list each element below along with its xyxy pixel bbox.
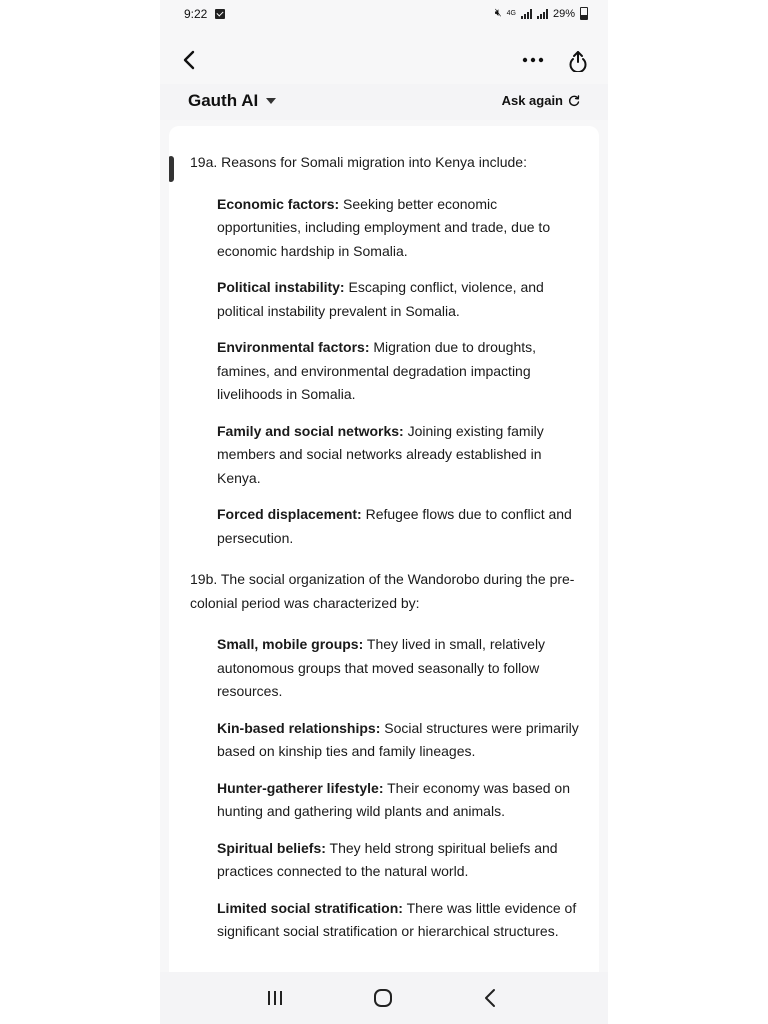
signal-icon (521, 9, 532, 19)
status-bar (160, 0, 608, 30)
battery-icon (580, 7, 588, 20)
list-item (217, 276, 585, 323)
home-icon[interactable] (373, 988, 393, 1008)
point-term: Small, mobile groups: (217, 636, 364, 652)
chevron-left-icon[interactable] (483, 988, 497, 1008)
point-text: Seeking better economic opportunities, including employment and trade, due to economic hardship in Somalia. (217, 195, 551, 259)
caret-down-icon[interactable] (266, 98, 276, 104)
point-term: Hunter-gatherer lifestyle: (217, 779, 384, 796)
list-item (217, 420, 585, 491)
answer-header (160, 84, 608, 120)
signal-icon-2 (537, 9, 548, 19)
model-selector[interactable]: Gauth AI (188, 91, 259, 110)
list-item (217, 193, 585, 264)
point-term: Kin-based relationships: (217, 719, 381, 736)
system-navigation-bar (160, 972, 608, 1024)
point-text: Their economy was based on hunting and gathering wild plants and animals. (217, 779, 570, 819)
point-term: Limited social stratification: (217, 899, 403, 916)
point-text: There was little evidence of significant social stratification or hierarchical structures. (217, 899, 577, 939)
list-item (217, 837, 585, 884)
scroll-marker (169, 156, 174, 182)
list-item (217, 777, 585, 824)
refresh-icon (568, 95, 580, 107)
point-text: Social structures were primarily based on kinship ties and family lineages. (217, 719, 579, 759)
status-indicators (495, 7, 588, 20)
list-item (217, 897, 585, 944)
point-term: Forced displacement: (217, 506, 362, 522)
list-item (217, 717, 585, 764)
notification-check-icon (215, 9, 225, 19)
point-term: Political instability: (217, 279, 345, 295)
more-horizontal-icon[interactable] (520, 50, 546, 70)
point-text: Escaping conflict, violence, and political instability prevalent in Somalia. (217, 279, 544, 319)
point-text: They lived in small, relatively autonomous groups that moved seasonally to follow resources. (217, 636, 546, 699)
point-text: They held strong spiritual beliefs and practices connected to the natural world. (217, 839, 558, 879)
point-term: Family and social networks: (217, 422, 404, 439)
point-term: Economic factors: (217, 195, 340, 212)
recents-icon[interactable] (265, 989, 285, 1007)
answer-card (169, 126, 599, 972)
question-19a: 19a. Reasons for Somali migration into Kenya include: (190, 154, 527, 170)
battery-level: 29% (552, 7, 575, 20)
share-icon[interactable] (566, 48, 590, 72)
point-term: Environmental factors: (217, 339, 370, 355)
network-type: 4G (506, 10, 516, 17)
ask-again-button[interactable] (502, 93, 580, 108)
ask-again-label: Ask again (501, 93, 563, 108)
status-time: 9:22 (184, 7, 208, 21)
list-item (217, 336, 585, 407)
chevron-left-icon[interactable] (180, 50, 200, 70)
point-text: Joining existing family members and social networks already established in Kenya. (217, 422, 544, 486)
point-term: Spiritual beliefs: (217, 839, 326, 856)
mute-icon: 🔇︎ (494, 7, 502, 19)
point-text: Refugee flows due to conflict and persecution. (217, 506, 572, 546)
list-item (217, 503, 585, 550)
answer-content (190, 151, 585, 957)
point-text: Migration due to droughts, famines, and environmental degradation impacting livelihoods in Somalia. (217, 339, 537, 402)
list-item (217, 633, 585, 704)
question-19b: 19b. The social organization of the Wandorobo during the pre-colonial period was characterized by: (190, 571, 575, 611)
top-navigation (160, 40, 608, 80)
phone-screen (160, 0, 608, 1024)
